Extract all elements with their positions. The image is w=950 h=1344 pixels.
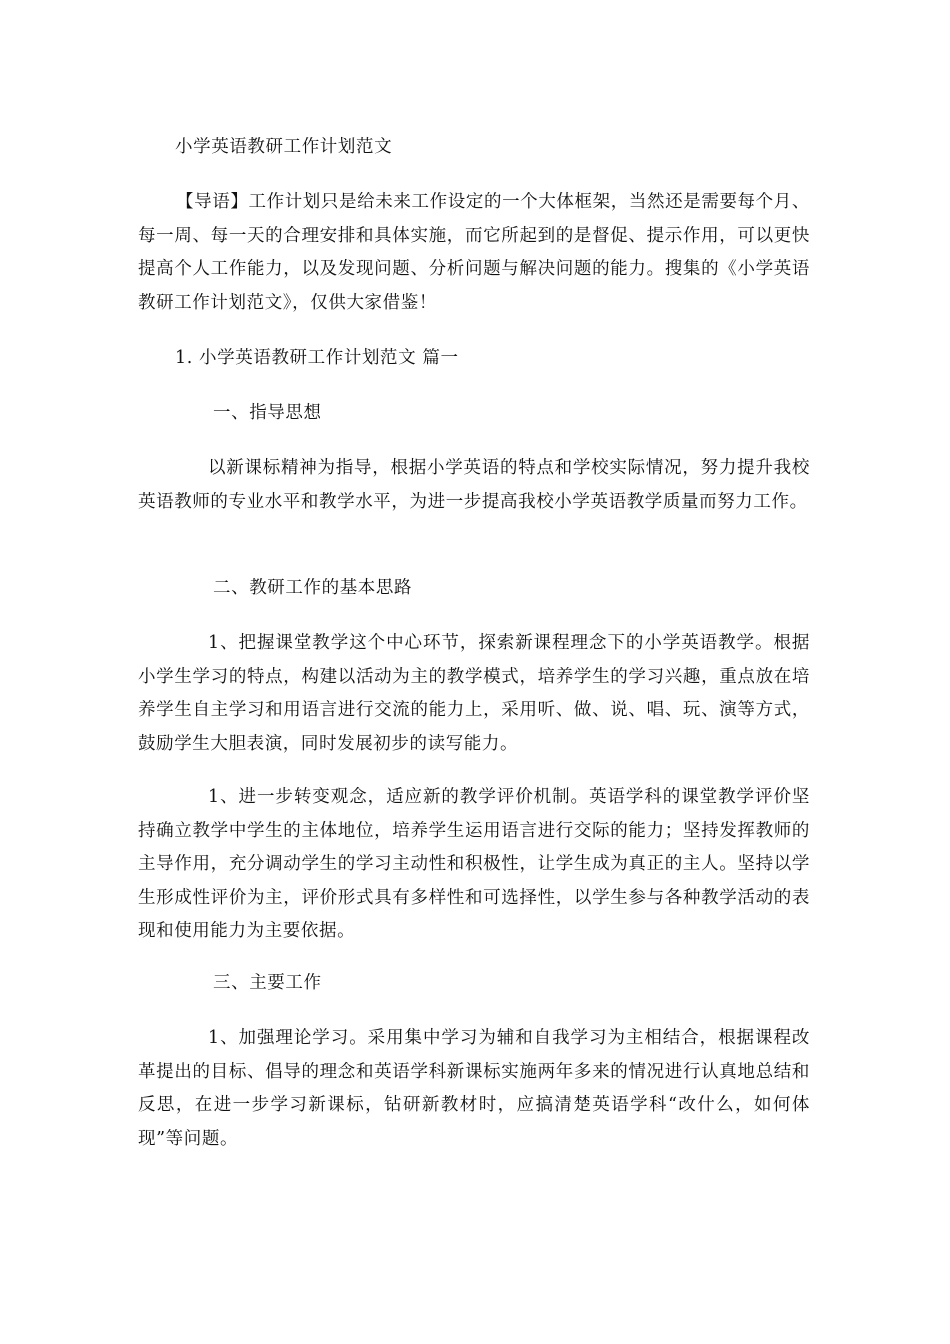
section2-paragraph-2: 1、进一步转变观念，适应新的教学评价机制。英语学科的课堂教学评价坚持确立教学中学生的主体地位，培养学生运用语言进行交际的能力；坚持发挥教师的主导作用，充分调动学生的学习主动性和积极性，让学生成为真正的主人。坚持以学生形成性评价为主，评价形式具有多样性和可选择性，以学生参与各种教学活动的表现和使用能力为主要依据。 [138, 787, 810, 941]
article-heading: 1. 小学英语教研工作计划范文 篇一 [175, 348, 459, 368]
section1-heading: 一、指导思想 [213, 403, 322, 423]
document-title: 小学英语教研工作计划范文 [175, 137, 393, 157]
section2-heading: 二、教研工作的基本思路 [213, 578, 413, 598]
section1-paragraph: 以新课标精神为指导，根据小学英语的特点和学校实际情况，努力提升我校英语教师的专业水平和教学水平，为进一步提高我校小学英语教学质量而努力工作。 [138, 458, 810, 512]
intro-paragraph: 【导语】工作计划只是给未来工作设定的一个大体框架，当然还是需要每个月、每一周、每一天的合理安排和具体实施，而它所起到的是督促、提示作用，可以更快提高个人工作能力，以及发现问题、分析问题与解决问题的能力。搜集的《小学英语教研工作计划范文》，仅供大家借鉴！ [138, 192, 810, 313]
section2-paragraph-1: 1、把握课堂教学这个中心环节，探索新课程理念下的小学英语教学。根据小学生学习的特点，构建以活动为主的教学模式，培养学生的学习兴趣，重点放在培养学生自主学习和用语言进行交流的能力上，采用听、做、说、唱、玩、演等方式，鼓励学生大胆表演，同时发展初步的读写能力。 [138, 633, 810, 754]
section3-heading: 三、主要工作 [213, 973, 322, 993]
section3-paragraph-1: 1、加强理论学习。采用集中学习为辅和自我学习为主相结合，根据课程改革提出的目标、倡导的理念和英语学科新课标实施两年多来的情况进行认真地总结和反思，在进一步学习新课标，钻研新教材时，应搞清楚英语学科“改什么，如何体现”等问题。 [138, 1028, 810, 1149]
